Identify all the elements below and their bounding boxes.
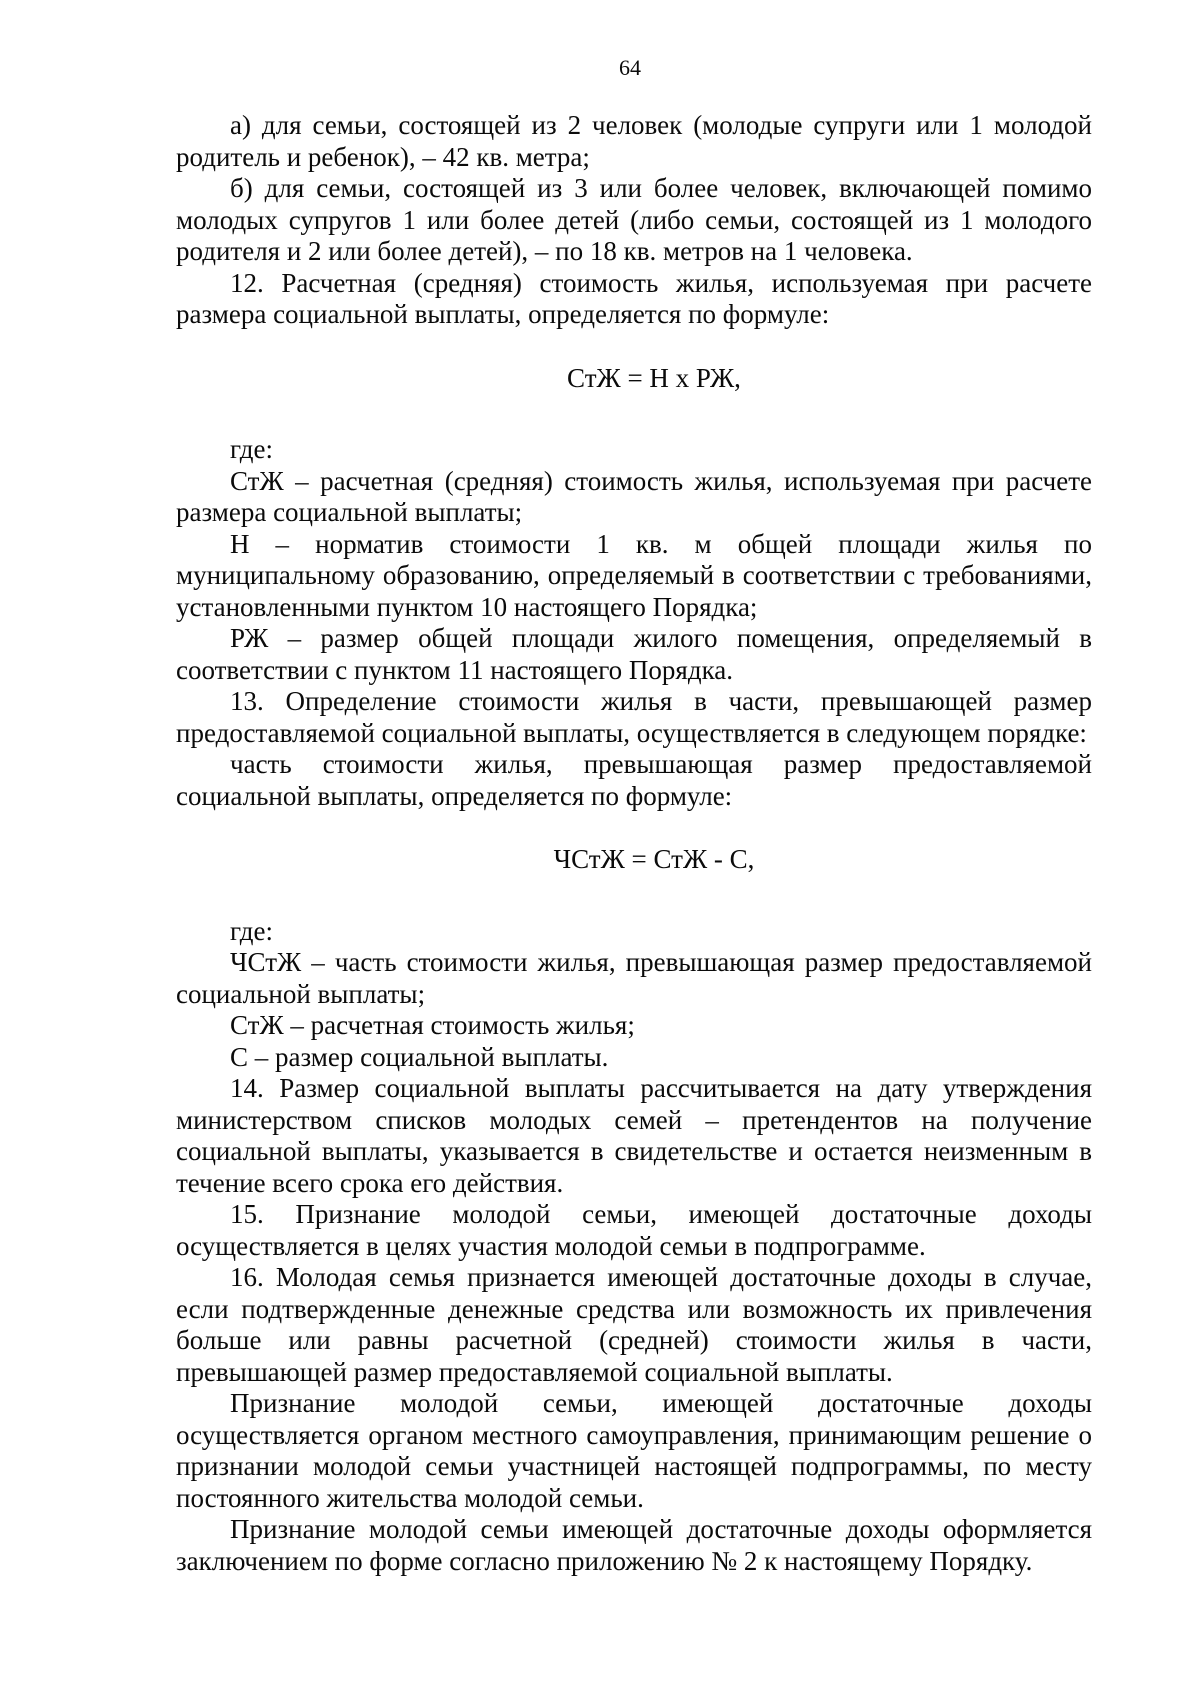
- paragraph-recognition: Признание молодой семьи, имеющей достаточные доходы осуществляется органом местного самоуправления, принимающим решение о признании молодой семьи участницей настоящей подпрограммы, по месту постоянного жительства молодой семьи.: [176, 1388, 1092, 1513]
- paragraph-item-b: б) для семьи, состоящей из 3 или более человек, включающей помимо молодых супругов 1 или более детей (либо семьи, состоящей из 1 молодого родителя и 2 или более детей), – по 18 кв. метров на 1 человека.: [176, 173, 1092, 266]
- where-label-2: где:: [230, 915, 273, 946]
- paragraph-15: 15. Признание молодой семьи, имеющей достаточные доходы осуществляется в целях участия молодой семьи в подпрограмме.: [176, 1199, 1092, 1261]
- paragraph-12: 12. Расчетная (средняя) стоимость жилья, используемая при расчете размера социальной выплаты, определяется по формуле:: [176, 267, 1092, 329]
- page-number: 64: [619, 55, 641, 80]
- definition-stzh-2: СтЖ – расчетная стоимость жилья;: [230, 1010, 635, 1040]
- definition-rzh: РЖ – размер общей площади жилого помещения, определяемый в соответствии с пунктом 11 настоящего Порядка.: [176, 623, 1092, 685]
- definition-c: С – размер социальной выплаты.: [230, 1041, 609, 1072]
- formula-housing-cost: СтЖ = Н х РЖ,: [567, 362, 741, 393]
- paragraph-item-a: а) для семьи, состоящей из 2 человек (молодые супруги или 1 молодой родитель и ребенок), – 42 кв. метра;: [176, 110, 1092, 172]
- definition-stzh: СтЖ – расчетная (средняя) стоимость жилья, используемая при расчете размера социальной выплаты;: [176, 465, 1092, 527]
- document-body: [176, 110, 1092, 1577]
- definition-chstzh: ЧСтЖ – часть стоимости жилья, превышающая размер предоставляемой социальной выплаты;: [176, 947, 1092, 1009]
- paragraph-14: 14. Размер социальной выплаты рассчитывается на дату утверждения министерством списков молодых семей – претендентов на получение социальной выплаты, указывается в свидетельстве и остается неизменным в течение всего срока его действия.: [176, 1073, 1092, 1198]
- paragraph-conclusion: Признание молодой семьи имеющей достаточные доходы оформляется заключением по форме согласно приложению № 2 к настоящему Порядку.: [176, 1514, 1092, 1576]
- paragraph-13-part: часть стоимости жилья, превышающая размер предоставляемой социальной выплаты, определяется по формуле:: [176, 749, 1092, 811]
- definition-n: Н – норматив стоимости 1 кв. м общей площади жилья по муниципальному образованию, определяемый в соответствии с требованиями, установленными пунктом 10 настоящего Порядка;: [176, 528, 1092, 622]
- paragraph-13: 13. Определение стоимости жилья в части, превышающей размер предоставляемой социальной выплаты, осуществляется в следующем порядке:: [176, 686, 1092, 748]
- paragraph-16: 16. Молодая семья признается имеющей достаточные доходы в случае, если подтвержденные денежные средства или возможность их привлечения больше или равны расчетной (средней) стоимости жилья в части, превышающей размер предоставляемой социальной выплаты.: [176, 1262, 1092, 1387]
- where-label: где:: [230, 434, 273, 464]
- formula-excess-cost: ЧСтЖ = СтЖ - С,: [553, 844, 755, 874]
